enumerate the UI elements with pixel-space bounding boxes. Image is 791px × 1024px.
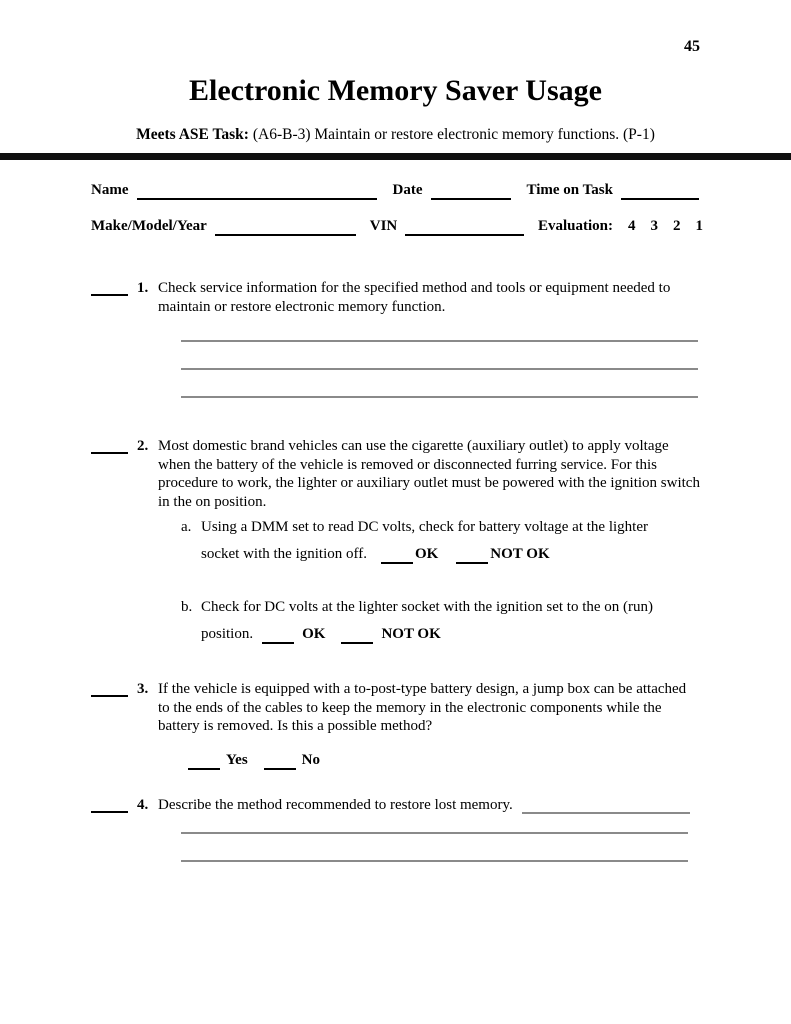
question-2b-ok-line[interactable] (262, 638, 294, 644)
question-1-answer-line-2[interactable] (181, 342, 698, 370)
name-input-line[interactable] (137, 194, 377, 200)
question-2b-text: Check for DC volts at the lighter socket with the ignition set to the on (run) (201, 599, 653, 615)
question-4-answer-line-1[interactable] (181, 812, 688, 834)
question-4-text: Describe the method recommended to restore lost memory. (158, 796, 513, 813)
question-3-yes-line[interactable] (188, 764, 220, 770)
form-header-row-2 (91, 217, 703, 236)
question-2a-ok-label: OK (414, 546, 439, 562)
time-on-task-input-line[interactable] (621, 194, 699, 200)
question-4-number: 4. (137, 796, 149, 813)
question-2b-text-continued: position. (201, 626, 254, 642)
date-label: Date (392, 182, 423, 198)
time-on-task-label: Time on Task (526, 182, 613, 198)
question-2b-not-ok-label: NOT OK (381, 626, 441, 642)
question-3-text: If the vehicle is equipped with a to-post-type battery design, a jump box can be attached to the ends of the cables to keep the memory in the electronic components while the battery is removed. Is this a possible method? (158, 681, 687, 734)
question-1-answer-line-1[interactable] (181, 314, 698, 342)
evaluation-score-4[interactable]: 4 (628, 218, 636, 234)
question-3-yes-no-row (188, 751, 700, 770)
question-1-score-line[interactable] (91, 279, 128, 296)
question-3 (91, 680, 700, 736)
question-4-answer-line-inline[interactable] (522, 808, 690, 814)
ase-task-line (0, 126, 791, 144)
header-rule (0, 153, 791, 160)
question-2a-text: Using a DMM set to read DC volts, check for battery voltage at the lighter (201, 519, 648, 535)
evaluation-score-3[interactable]: 3 (650, 218, 658, 234)
question-3-yes-label: Yes (226, 751, 248, 768)
question-3-number: 3. (137, 681, 149, 697)
page-number: 45 (684, 38, 700, 55)
question-2-score-line[interactable] (91, 437, 128, 454)
make-model-year-input-line[interactable] (215, 230, 356, 236)
question-2b-letter: b. (181, 599, 193, 615)
question-1-number: 1. (137, 280, 149, 296)
question-4-text-row (158, 796, 700, 815)
question-4-answer-line-2[interactable] (181, 834, 688, 862)
question-1-answer-lines (181, 314, 700, 398)
question-2 (91, 437, 700, 511)
evaluation-label: Evaluation: (537, 218, 613, 234)
ase-task-text: (A6-B-3) Maintain or restore electronic memory functions. (P-1) (252, 126, 655, 143)
question-2a-not-ok-label: NOT OK (490, 546, 550, 562)
question-4-score-line[interactable] (91, 796, 128, 813)
question-3-no-line[interactable] (264, 764, 296, 770)
question-1-text: Check service information for the specified method and tools or equipment needed to maintain or restore electronic memory function. (158, 280, 671, 315)
question-2b-line-2 (201, 625, 700, 644)
question-2b-line-1 (181, 598, 700, 617)
question-2a-ok-line[interactable] (381, 558, 413, 564)
questions-section (0, 279, 791, 862)
question-2a-not-ok-line[interactable] (456, 558, 488, 564)
form-header (0, 181, 791, 236)
question-2b-not-ok-line[interactable] (341, 638, 373, 644)
vin-input-line[interactable] (405, 230, 524, 236)
form-header-row-1 (91, 181, 703, 200)
question-2-text: Most domestic brand vehicles can use the cigarette (auxiliary outlet) to apply voltage when the battery of the vehicle is removed or disconnected furring service. For this procedure to work, the lighter or auxiliary outlet must be powered with the ignition switch in the on position. (158, 438, 700, 510)
question-2b (181, 598, 700, 644)
make-model-year-label: Make/Model/Year (91, 218, 207, 234)
evaluation-score-1[interactable]: 1 (695, 218, 703, 234)
ase-task-label: Meets ASE Task: (136, 126, 249, 143)
question-3-no-label: No (301, 751, 321, 768)
evaluation-score-2[interactable]: 2 (673, 218, 681, 234)
question-2-number: 2. (137, 438, 149, 454)
vin-label: VIN (369, 218, 398, 234)
date-input-line[interactable] (431, 194, 511, 200)
question-2b-ok-label: OK (302, 626, 326, 642)
question-4 (91, 796, 700, 815)
question-3-score-line[interactable] (91, 680, 128, 697)
question-1 (91, 279, 700, 316)
question-2a-text-continued: socket with the ignition off. (201, 546, 367, 562)
question-2a-line-1 (181, 518, 700, 537)
question-2a-line-2 (201, 545, 700, 564)
name-label: Name (91, 182, 129, 198)
question-2a (181, 518, 700, 564)
question-4-answer-lines (181, 812, 700, 862)
page-title: Electronic Memory Saver Usage (189, 74, 602, 107)
question-2a-letter: a. (181, 519, 192, 535)
question-1-answer-line-3[interactable] (181, 370, 698, 398)
